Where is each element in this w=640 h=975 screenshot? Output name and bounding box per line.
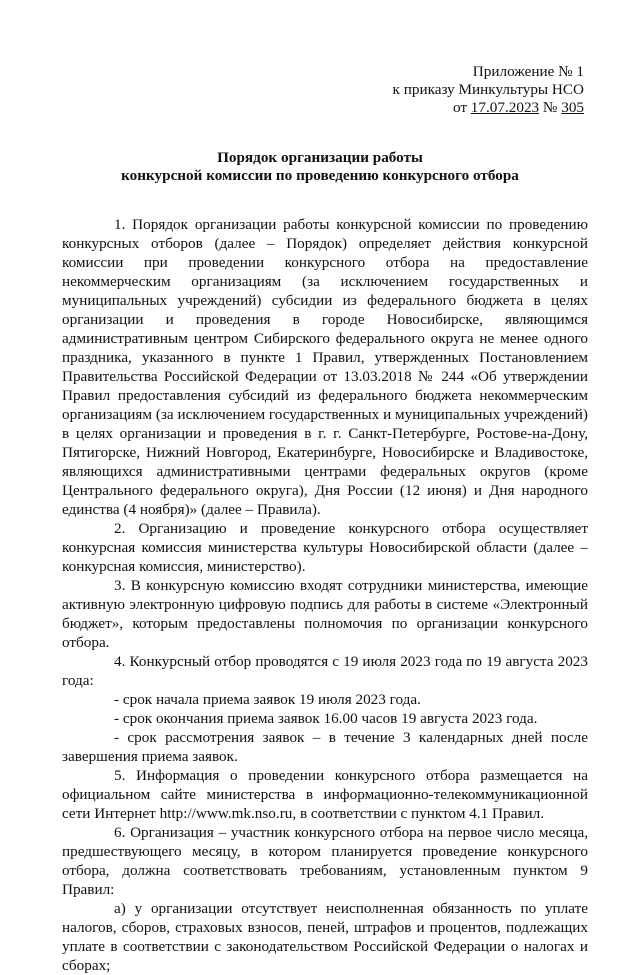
list-item-review-period: - срок рассмотрения заявок – в течение 3 календарных дней после завершения приема заявок. bbox=[62, 729, 588, 765]
appendix-header bbox=[393, 63, 584, 117]
list-item-end-date: - срок окончания приема заявок 16.00 часов 19 августа 2023 года. bbox=[114, 710, 538, 727]
list-item-a: а) у организации отсутствует неисполненная обязанность по уплате налогов, сборов, страховых взносов, пеней, штрафов и процентов, подлежащих уплате в соответствии с законодательством Российской Федерации о налогах и сборах; bbox=[62, 900, 588, 974]
paragraph-4: 4. Конкурсный отбор проводятся с 19 июля 2023 года по 19 августа 2023 года: bbox=[62, 653, 588, 689]
paragraph-2: 2. Организацию и проведение конкурсного отбора осуществляет конкурсная комиссия министерства культуры Новосибирской области (далее – конкурсная комиссия, министерство). bbox=[62, 520, 588, 575]
paragraph-5: 5. Информация о проведении конкурсного отбора размещается на официальном сайте министерства в информационно-телекоммуникационной сети Интернет http://www.mk.nso.ru, в соответствии с пунктом 4.1 Правил. bbox=[62, 767, 588, 822]
order-line: к приказу Минкультуры НСО bbox=[392, 81, 584, 98]
appendix-line: Приложение № 1 bbox=[472, 63, 584, 80]
document-body bbox=[62, 215, 588, 975]
order-number: 305 bbox=[561, 99, 584, 116]
number-prefix: № bbox=[539, 99, 562, 116]
title-line-1: Порядок организации работы bbox=[217, 149, 423, 166]
date-prefix: от bbox=[452, 99, 471, 116]
order-date-line bbox=[393, 99, 584, 117]
title-line-2: конкурсной комиссии по проведению конкурсного отбора bbox=[121, 167, 519, 184]
list-item-start-date: - срок начала приема заявок 19 июля 2023 года. bbox=[114, 691, 421, 708]
document-title bbox=[60, 149, 580, 185]
paragraph-3: 3. В конкурсную комиссию входят сотрудники министерства, имеющие активную электронную цифровую подпись для работы в системе «Электронный бюджет», которым предоставлены полномочия по организации конкурсного отбора. bbox=[62, 577, 588, 651]
paragraph-1: 1. Порядок организации работы конкурсной комиссии по проведению конкурсных отборов (далее – Порядок) определяет действия конкурсной комиссии при проведении конкурсного отбора на предоставление некоммерческим организациям (за исключением государственных и муниципальных учреждений) субсидии из федерального бюджета в целях организации и проведения в городе Новосибирске, являющимся административным центром Сибирского федерального округа не менее одного праздника, указанного в пункте 1 Правил, утвержденных Постановлением Правительства Российской Федерации от 13.03.2018 № 244 «Об утверждении Правил предоставления субсидий из федерального бюджета некоммерческим организациям (за исключением государственных и муниципальных учреждений) в целях организации и проведения в г. г. Санкт-Петербурге, Ростове-на-Дону, Пятигорске, Нижний Новгород, Екатеринбурге, Новосибирске и Владивостоке, являющихся административными центрами федеральных округов (кроме Центрального федерального округа), Дня России (12 июня) и Дня народного единства (4 ноября)» (далее – Правила). bbox=[62, 216, 588, 518]
order-date: 17.07.2023 bbox=[470, 99, 540, 116]
paragraph-6: 6. Организация – участник конкурсного отбора на первое число месяца, предшествующего месяцу, в котором планируется проведение конкурсного отбора, должна соответствовать требованиям, установленным пунктом 9 Правил: bbox=[62, 824, 588, 898]
